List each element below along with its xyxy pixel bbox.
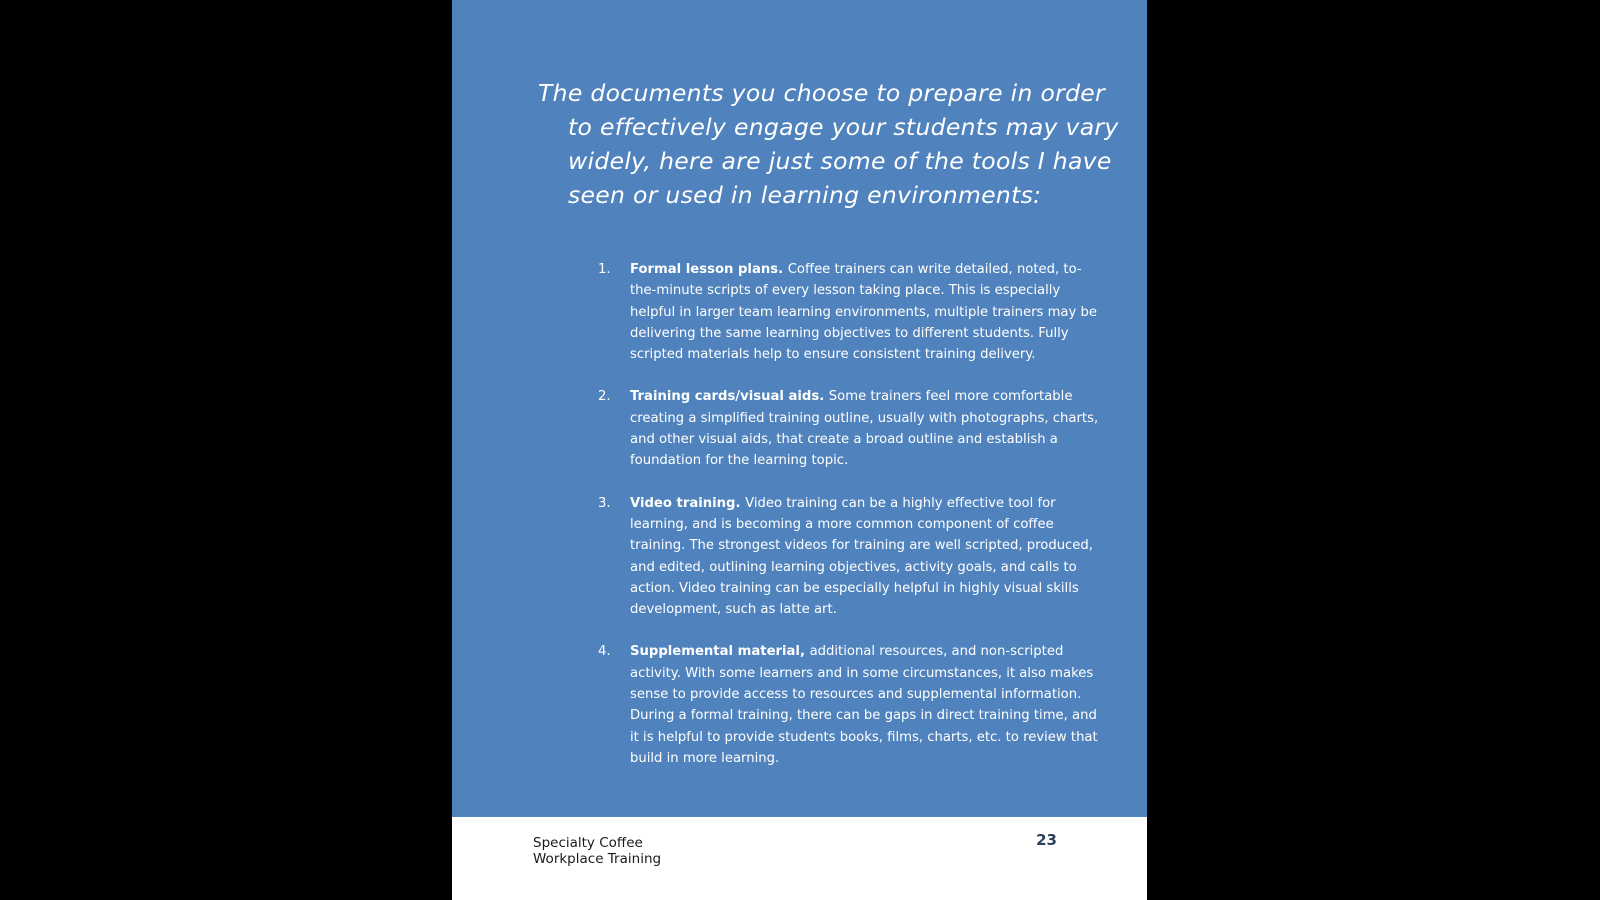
list-item [598,259,1108,365]
list-item-number: 2. [598,389,611,405]
list-item-number: 3. [598,495,611,511]
intro-text: The documents you choose to prepare in order to effectively engage your students may vary widely, here are just some of the tools I have seen or used in learning environments: [538,79,1119,209]
list-item-title: Training cards/visual aids. [630,389,829,405]
list-item-body: Video training can be a highly effective tool for learning, and is becoming a more common component of coffee training. The strongest videos for training are well scripted, produced, and edited, outlining learning objectives, activity goals, and calls to action. Video training can be especially helpful in highly visual skills development, such as latte art. [630,495,1093,618]
list-item-title: Formal lesson plans. [630,262,788,277]
document-page [452,0,1147,900]
footer-title-line1: Specialty Coffee [533,835,643,851]
list-item [598,386,1108,471]
list-item-number: 1. [598,262,611,277]
tools-list [598,259,1108,790]
list-item-title: Video training. [630,495,746,511]
list-item [598,493,1108,621]
footer-book-title [533,835,661,867]
list-item-number: 4. [598,644,611,660]
footer-title-line2: Workplace Training [533,851,662,867]
list-item-body: additional resources, and non-scripted activity. With some learners and in some circumstances, it also makes sense to provide access to resources and supplemental information. During a formal training, there can be gaps in direct training time, and it is helpful to provide students books, films, charts, etc. to review that build in more learning. [630,644,1098,766]
list-item-title: Supplemental material, [630,644,810,660]
list-item-body: Coffee trainers can write detailed, noted, to-the-minute scripts of every lesson taking place. This is especially helpful in larger team learning environments, multiple trainers may be delivering the same learning objectives to different students. Fully scripted materials help to ensure consistent training delivery. [630,262,1097,363]
list-item-body: Some trainers feel more comfortable creating a simplified training outline, usually with photographs, charts, and other visual aids, that create a broad outline and establish a foundation for the learning topic. [630,389,1099,469]
list-item [598,641,1108,769]
page-number: 23 [1036,831,1057,849]
content-panel [452,0,1147,817]
